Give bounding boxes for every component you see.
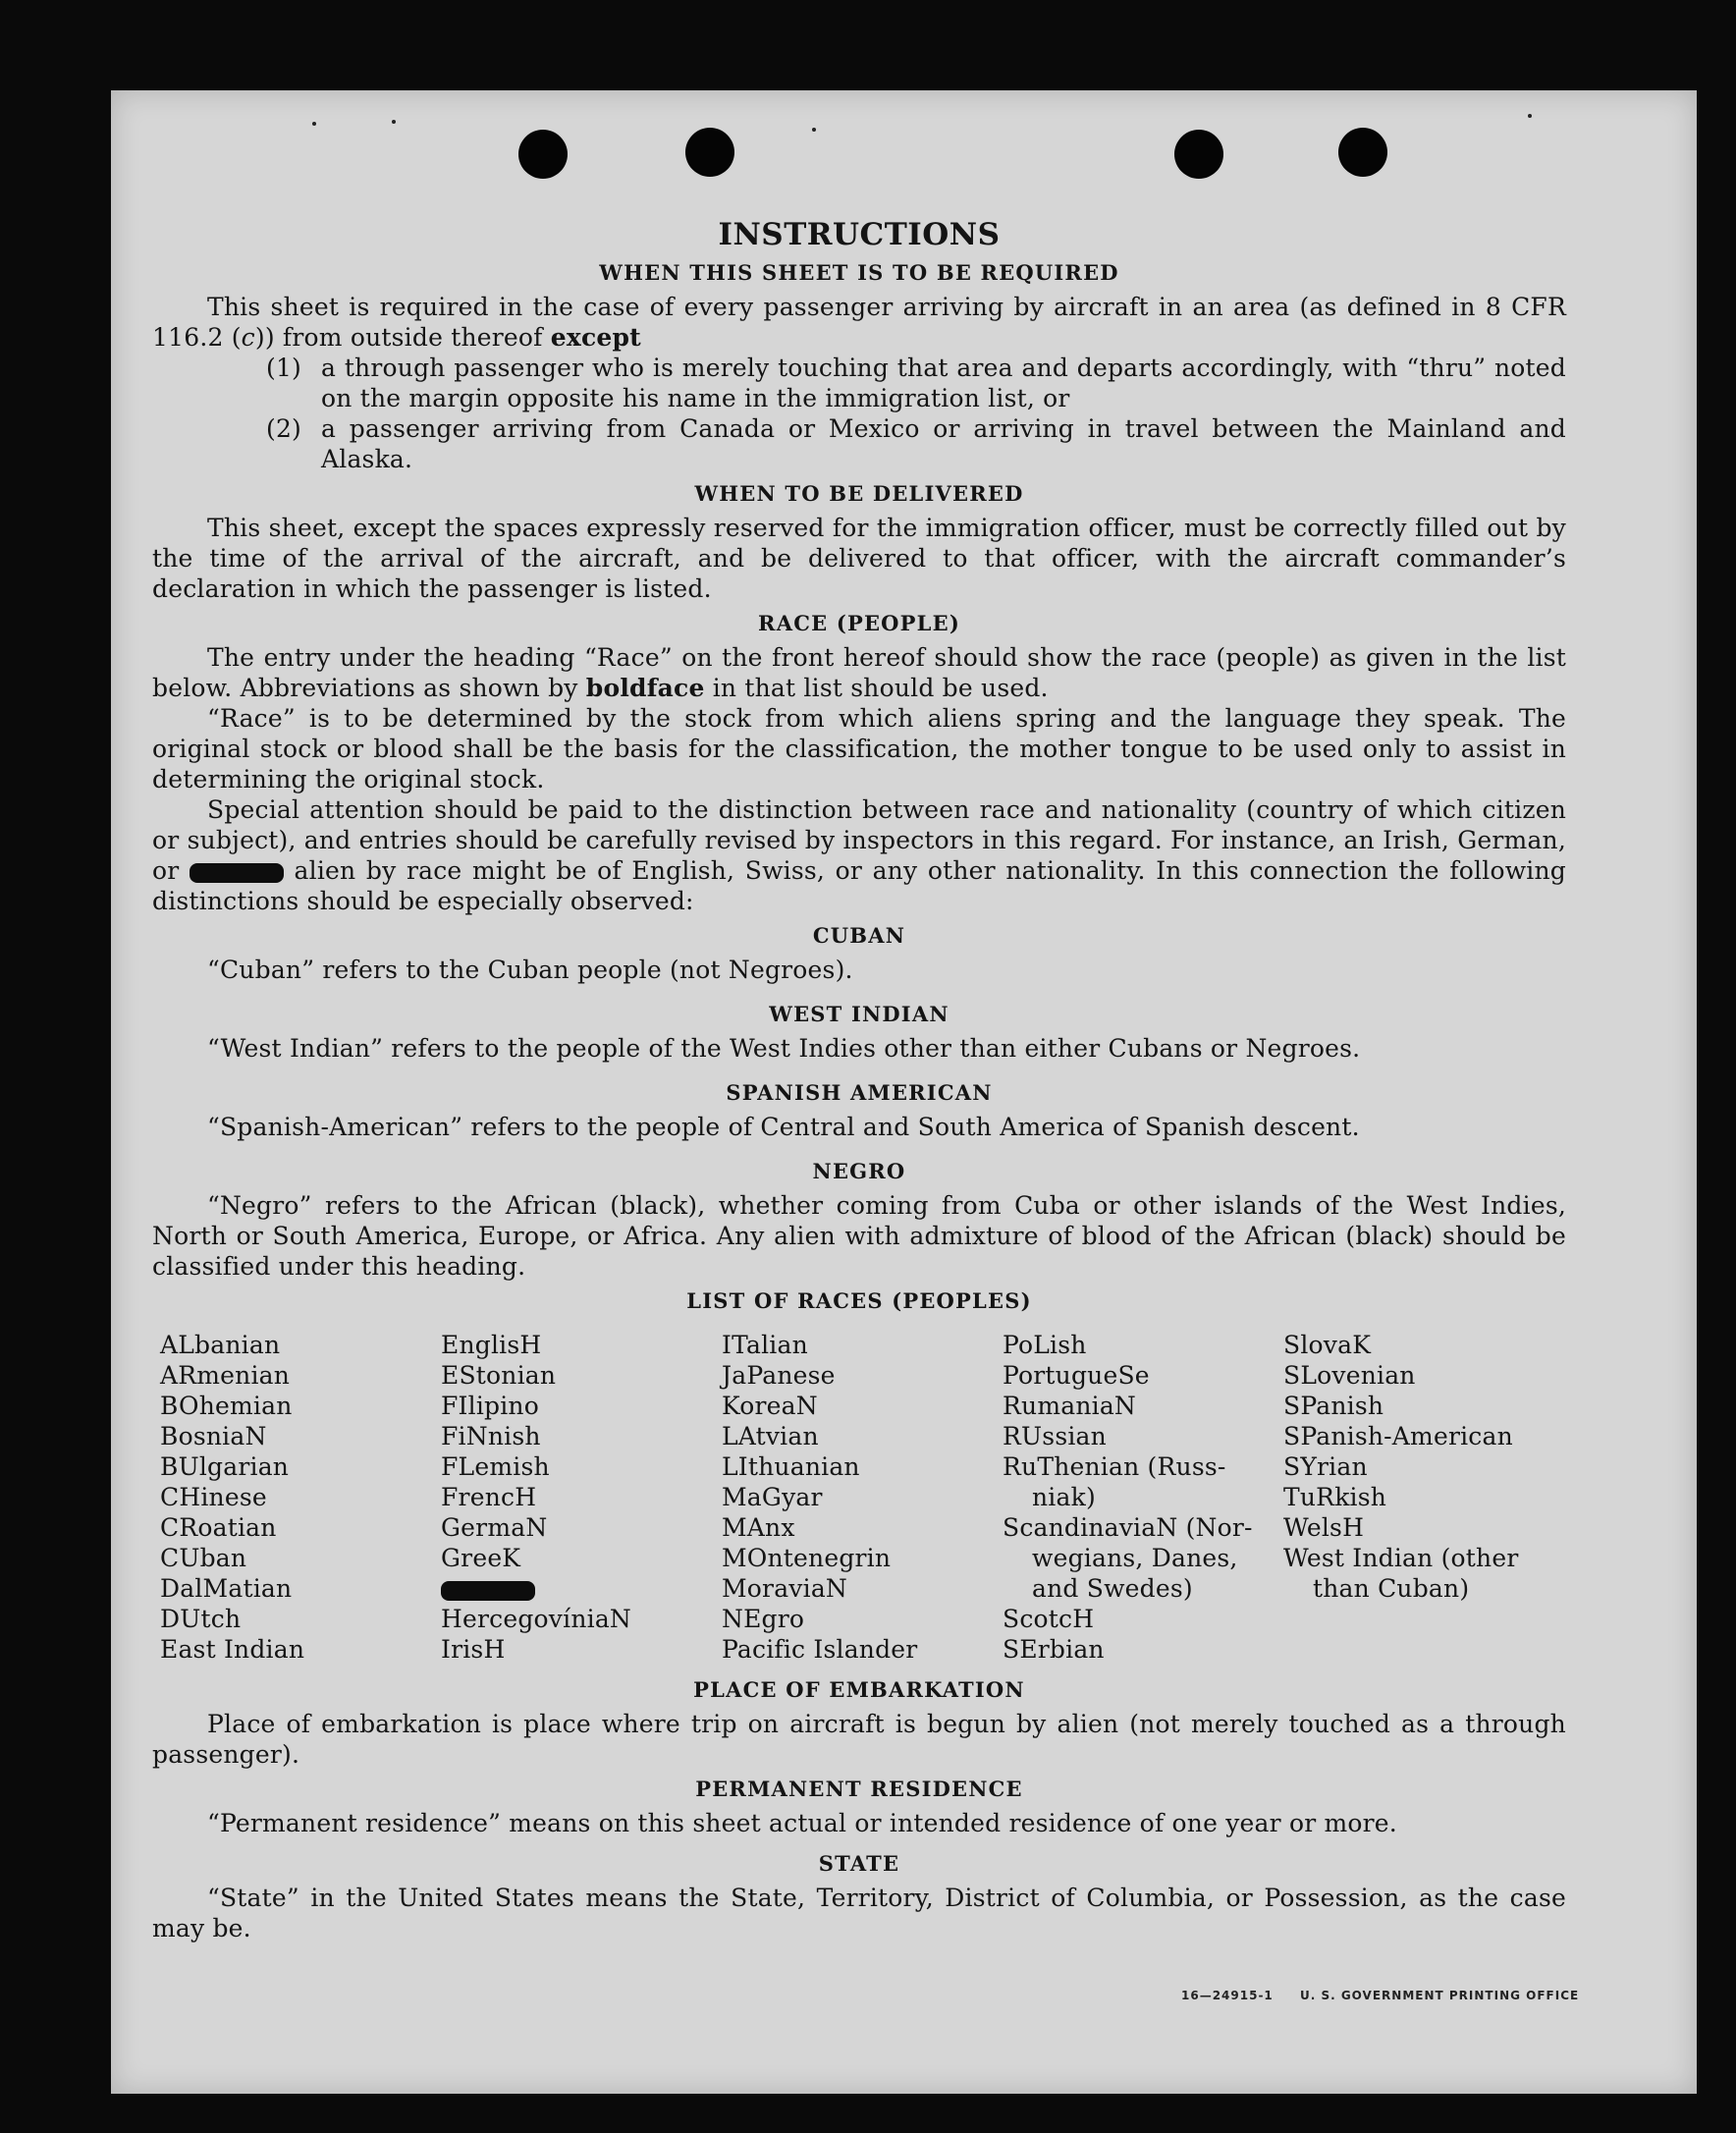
punch-hole — [518, 130, 568, 179]
race-entry: East Indian — [160, 1635, 305, 1664]
speck — [312, 122, 316, 126]
redaction-mark — [441, 1581, 535, 1601]
race-entry: PortugueSe — [1003, 1361, 1150, 1390]
race-entry: JaPanese — [722, 1361, 836, 1390]
race-entry: KoreaN — [722, 1392, 818, 1420]
race-entry — [1283, 1604, 1564, 1634]
cuban-heading: CUBAN — [812, 923, 906, 948]
race-entry: ScotcH — [1003, 1605, 1095, 1633]
embarkation-heading: PLACE OF EMBARKATION — [693, 1677, 1025, 1702]
form-footer — [1181, 1989, 1600, 2002]
race-entry: EnglisH — [441, 1331, 542, 1359]
race-entry: WelsH — [1283, 1513, 1365, 1542]
race-entry: SPanish — [1283, 1392, 1384, 1420]
race-entry: LAtvian — [722, 1422, 819, 1450]
race-entry: MoraviaN — [722, 1574, 848, 1603]
race-entry: BOhemian — [160, 1392, 293, 1420]
race-entry: and Swedes) — [1032, 1574, 1193, 1603]
race-entry: MAnx — [722, 1513, 795, 1542]
speck — [392, 120, 396, 124]
race-entry: DalMatian — [160, 1574, 293, 1603]
race-entry: CUban — [160, 1544, 247, 1572]
race-entry: RumaniaN — [1003, 1392, 1137, 1420]
punch-hole — [1174, 130, 1223, 179]
spanish-american-definition: “Spanish-American” refers to the people of Central and South America of Spanish descent. — [207, 1113, 1360, 1141]
redaction-mark — [190, 863, 284, 883]
race-entry: SLovenian — [1283, 1361, 1416, 1390]
race-entry: HercegovíniaN — [441, 1605, 631, 1633]
race-entry: FrencH — [441, 1483, 537, 1511]
race-entry: NEgro — [722, 1605, 805, 1633]
speck — [1528, 114, 1532, 118]
race-entry: CRoatian — [160, 1513, 277, 1542]
race-entry: FLemish — [441, 1452, 550, 1481]
race-column — [1003, 1330, 1283, 1665]
race-entry: Pacific Islander — [722, 1635, 918, 1664]
instructions-body — [152, 216, 1566, 1943]
embarkation-paragraph: Place of embarkation is place where trip on aircraft is begun by alien (not merely touched as a through passenger). — [152, 1710, 1566, 1769]
race-paragraph-1: The entry under the heading “Race” on the front hereof should show the race (people) as given in the list below. Abbreviations as shown by boldface in that list should be used. — [152, 643, 1566, 702]
state-heading: STATE — [818, 1851, 900, 1876]
exception-item: (2) a passenger arriving from Canada or Mexico or arriving in travel between the Mainland and Alaska. — [266, 414, 1566, 473]
negro-heading: NEGRO — [812, 1159, 906, 1183]
speck — [812, 128, 816, 132]
race-entry: SYrian — [1283, 1452, 1368, 1481]
race-entry: West Indian (other — [1283, 1544, 1519, 1572]
race-entry: ITalian — [722, 1331, 808, 1359]
punch-hole — [685, 128, 734, 177]
race-list — [160, 1330, 1564, 1665]
race-entry: SPanish-American — [1283, 1422, 1513, 1450]
form-number: 16—24915-1 — [1181, 1989, 1274, 2002]
race-entry: RUssian — [1003, 1422, 1107, 1450]
race-entry: than Cuban) — [1313, 1574, 1470, 1603]
race-paragraph-2: “Race” is to be determined by the stock from which aliens spring and the language they speak. The original stock or blood shall be the basis for the classification, the mother tongue to be used only to assist in determining the original stock. — [152, 704, 1566, 793]
race-entry: SErbian — [1003, 1635, 1105, 1664]
race-entry: GreeK — [441, 1544, 521, 1572]
race-entry: MaGyar — [722, 1483, 823, 1511]
when-required-heading: WHEN THIS SHEET IS TO BE REQUIRED — [599, 260, 1119, 285]
race-entry: niak) — [1032, 1483, 1096, 1511]
page-title: INSTRUCTIONS — [718, 217, 1001, 252]
race-entry: FIlipino — [441, 1392, 539, 1420]
west-indian-definition: “West Indian” refers to the people of the West Indies other than either Cubans or Negroes. — [207, 1034, 1361, 1063]
race-entry: BosniaN — [160, 1422, 267, 1450]
residence-heading: PERMANENT RESIDENCE — [695, 1777, 1023, 1801]
race-column — [1283, 1330, 1564, 1665]
race-entry: RuThenian (Russ- — [1003, 1452, 1226, 1481]
race-heading: RACE (PEOPLE) — [758, 611, 960, 635]
race-entry — [1283, 1634, 1564, 1665]
west-indian-heading: WEST INDIAN — [769, 1002, 949, 1026]
exception-item: (1) a through passenger who is merely touching that area and departs accordingly, with “thru” noted on the margin opposite his name in the immigration list, or — [266, 354, 1566, 412]
cuban-definition: “Cuban” refers to the Cuban people (not Negroes). — [207, 956, 853, 984]
race-entry: BUlgarian — [160, 1452, 290, 1481]
race-column — [441, 1330, 722, 1665]
race-column — [722, 1330, 1003, 1665]
spanish-american-heading: SPANISH AMERICAN — [726, 1080, 993, 1105]
race-entry: wegians, Danes, — [1032, 1544, 1238, 1572]
race-entry: SlovaK — [1283, 1331, 1372, 1359]
race-entry: ARmenian — [160, 1361, 291, 1390]
punch-hole — [1338, 128, 1387, 177]
race-entry: FiNnish — [441, 1422, 541, 1450]
race-entry: MOntenegrin — [722, 1544, 892, 1572]
race-paragraph-3: Special attention should be paid to the distinction between race and nationality (country of which citizen or subject), and entries should be carefully revised by inspectors in this regard. For instance, an Irish, German, or alien by race might be of English, Swiss, or any other nationality. In this connection the following distinctions should be especially observed: — [152, 795, 1566, 915]
state-paragraph: “State” in the United States means the State, Territory, District of Columbia, or Possession, as the case may be. — [152, 1884, 1566, 1942]
race-entry: IrisH — [441, 1635, 506, 1664]
race-entry: EStonian — [441, 1361, 557, 1390]
printer-name: U. S. GOVERNMENT PRINTING OFFICE — [1299, 1989, 1580, 2002]
race-entry — [441, 1573, 722, 1604]
race-entry: TuRkish — [1283, 1483, 1387, 1511]
negro-definition: “Negro” refers to the African (black), whether coming from Cuba or other islands of the West Indies, North or South America, Europe, or Africa. Any alien with admixture of blood of the African (black) should be classified under this heading. — [152, 1191, 1566, 1281]
race-entry: PoLish — [1003, 1331, 1087, 1359]
delivery-paragraph: This sheet, except the spaces expressly reserved for the immigration officer, must be correctly filled out by the time of the arrival of the aircraft, and be delivered to that officer, with the aircraft commander’s declaration in which the passenger is listed. — [152, 514, 1566, 603]
race-entry: ALbanian — [160, 1331, 281, 1359]
race-entry: CHinese — [160, 1483, 267, 1511]
delivery-heading: WHEN TO BE DELIVERED — [694, 481, 1024, 506]
race-list-heading: LIST OF RACES (PEOPLES) — [686, 1288, 1032, 1313]
race-entry: DUtch — [160, 1605, 242, 1633]
race-entry: GermaN — [441, 1513, 548, 1542]
residence-paragraph: “Permanent residence” means on this sheet actual or intended residence of one year or more. — [207, 1809, 1397, 1837]
document-sheet — [111, 90, 1697, 2094]
when-required-paragraph: This sheet is required in the case of every passenger arriving by aircraft in an area (as defined in 8 CFR 116.2 (c)) from outside thereof except — [152, 293, 1566, 352]
race-entry: LIthuanian — [722, 1452, 860, 1481]
race-entry: ScandinaviaN (Nor- — [1003, 1513, 1253, 1542]
race-column — [160, 1330, 441, 1665]
